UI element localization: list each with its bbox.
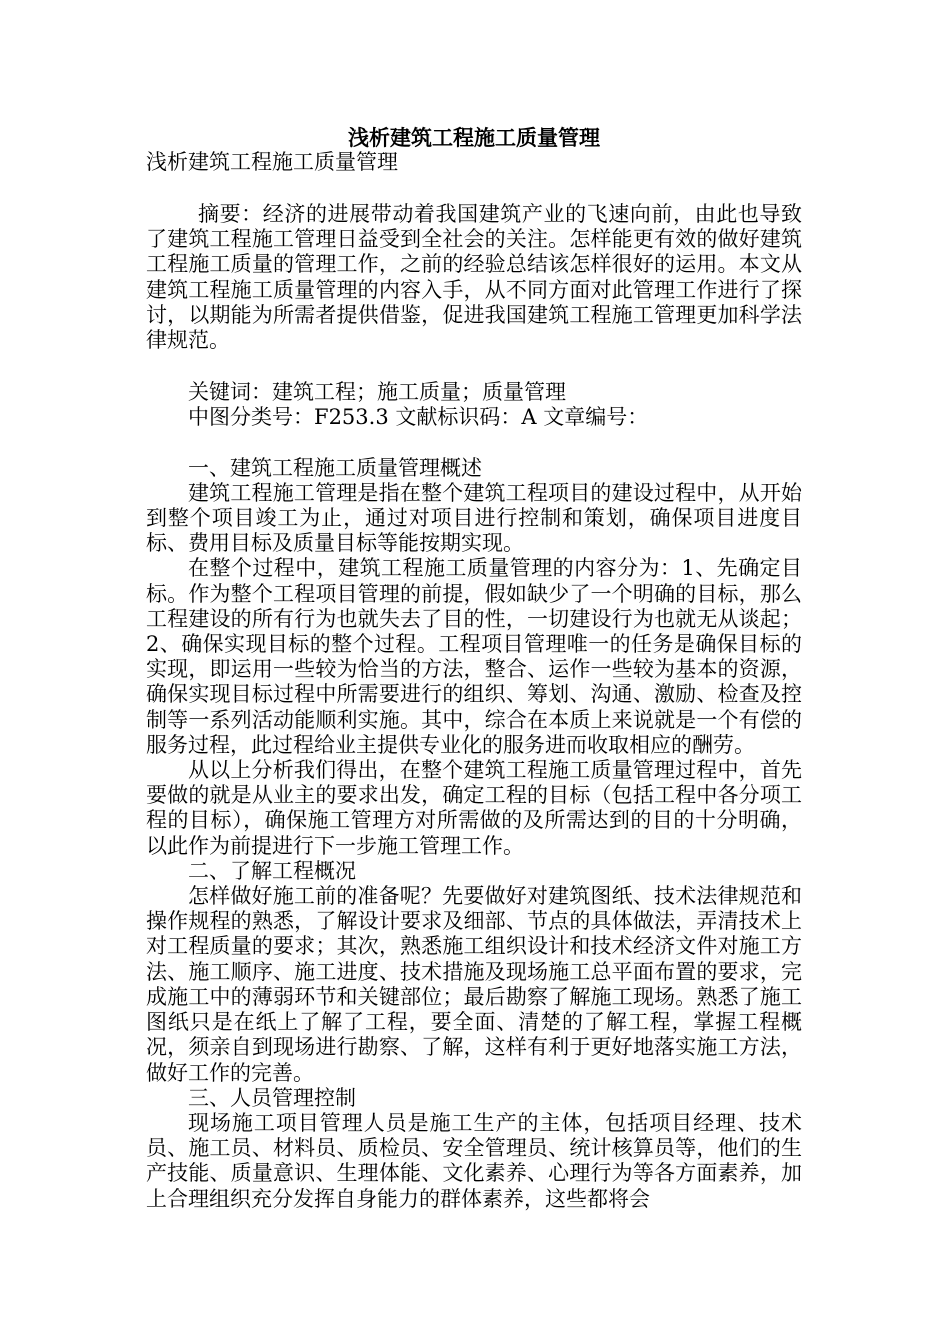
spacer	[146, 353, 802, 380]
section-1-paragraph-1: 建筑工程施工管理是指在整个建筑工程项目的建设过程中，从开始到整个项目竣工为止，通过对项目进行控制和策划，确保项目进度目标、费用目标及质量目标等能按期实现。	[146, 480, 802, 556]
section-heading-1: 一、建筑工程施工质量管理概述	[188, 455, 482, 480]
spacer	[146, 175, 802, 202]
document-body	[146, 125, 802, 1212]
section-3-paragraph-1: 现场施工项目管理人员是施工生产的主体，包括项目经理、技术员、施工员、材料员、质检员、安全管理员、统计核算员等，他们的生产技能、质量意识、生理体能、文化素养、心理行为等各方面素养，加上合理组织充分发挥自身能力的群体素养，这些都将会	[146, 1110, 802, 1211]
document-title: 浅析建筑工程施工质量管理	[348, 125, 600, 150]
document-subtitle: 浅析建筑工程施工质量管理	[146, 150, 398, 174]
keywords-line: 关键词：建筑工程；施工质量；质量管理	[188, 380, 566, 405]
classification-line: 中图分类号：F253.3 文献标识码：A 文章编号：	[188, 405, 649, 430]
section-1-paragraph-3: 从以上分析我们得出，在整个建筑工程施工质量管理过程中，首先要做的就是从业主的要求出发，确定工程的目标（包括工程中各分项工程的目标），确保施工管理方对所需做的及所需达到的目的十分明确，以此作为前提进行下一步施工管理工作。	[146, 758, 802, 858]
section-heading-2: 二、了解工程概况	[188, 858, 356, 883]
abstract-paragraph: 摘要：经济的进展带动着我国建筑产业的飞速向前，由此也导致了建筑工程施工管理日益受到全社会的关注。怎样能更有效的做好建筑工程施工质量的管理工作，之前的经验总结该怎样很好的运用。本文从建筑工程施工质量管理的内容入手，从不同方面对此管理工作进行了探讨，以期能为所需者提供借鉴，促进我国建筑工程施工管理更加科学法律规范。	[146, 202, 802, 353]
spacer	[146, 431, 802, 456]
section-1-paragraph-2: 在整个过程中，建筑工程施工质量管理的内容分为：1、先确定目标。作为整个工程项目管理的前提，假如缺少了一个明确的目标，那么工程建设的所有行为也就失去了目的性，一切建设行为也就无从谈起；2、确保实现目标的整个过程。工程项目管理唯一的任务是确保目标的实现，即运用一些较为恰当的方法，整合、运作一些较为基本的资源，确保实现目标过程中所需要进行的组织、筹划、沟通、激励、检查及控制等一系列活动能顺利实施。其中，综合在本质上来说就是一个有偿的服务过程，此过程给业主提供专业化的服务进而收取相应的酬劳。	[146, 556, 802, 757]
section-heading-3: 三、人员管理控制	[188, 1085, 356, 1110]
section-2-paragraph-1: 怎样做好施工前的准备呢？先要做好对建筑图纸、技术法律规范和操作规程的熟悉，了解设计要求及细部、节点的具体做法，弄清技术上对工程质量的要求；其次，熟悉施工组织设计和技术经济文件对施工方法、施工顺序、施工进度、技术措施及现场施工总平面布置的要求，完成施工中的薄弱环节和关键部位；最后勘察了解施工现场。熟悉了施工图纸只是在纸上了解了工程，要全面、清楚的了解工程，掌握工程概况，须亲自到现场进行勘察、了解，这样有利于更好地落实施工方法，做好工作的完善。	[146, 884, 802, 1085]
